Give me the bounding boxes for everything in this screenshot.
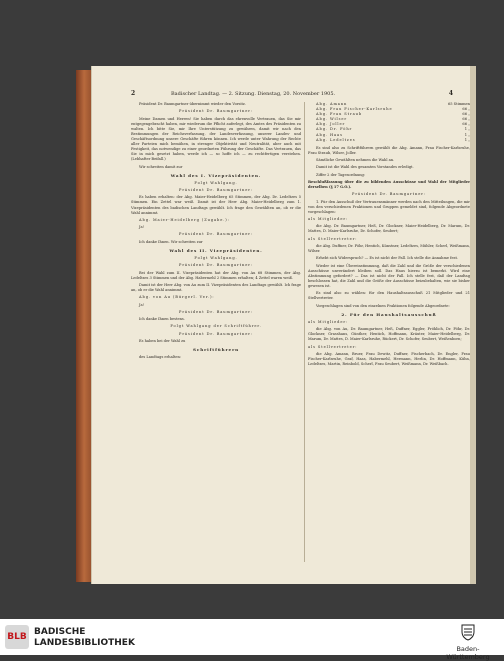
column-divider [304, 102, 305, 562]
paragraph: als Mitglieder: [308, 319, 349, 324]
paragraph: Folgt Wahlgang. [194, 180, 238, 185]
vote-candidate: Abg. Frau Straub [316, 112, 363, 117]
paragraph: Es sind also zu Schriftführern gewählt die Abg. Amann, Frau Fischer-Karlsruhe, Frau Straub, Wilser, Joller. [308, 145, 470, 155]
library-name-line1: BADISCHE [34, 627, 86, 637]
paragraph: Ich danke Ihnen bestens. [139, 317, 185, 322]
library-name-line2: LANDESBIBLIOTHEK [34, 638, 135, 648]
paragraph: Ich danke Ihnen. Wir schreiten zur [139, 239, 203, 244]
paragraph: die Abg. von Au, Dr. Baumgartner, Heß, Duffner, Eggler, Fröhlich, Dr. Föhr, Dr. Glockner, Grasshans, Günther, Hentich, Hoffmann, Kräuter, Maier-Heidelberg, Dr. Marum, Dr. Mattes, D. Maier-Karlsruhe, Rückert, Dr. Schofer, Seubert, Weißenborn; [308, 327, 470, 342]
vote-count: 66 „ [462, 117, 470, 122]
vote-candidate: Abg. Dr. Föhr [316, 127, 353, 132]
vote-count: 1 „ [464, 137, 470, 142]
paragraph: Ja! [139, 225, 145, 230]
paragraph: Präsident Dr. Baumgartner: [352, 192, 426, 197]
paragraph: Wieder ist eine Übereinstimmung, daß die Zahl und die Größe der verschiedenen Ausschüsse unverändert bleiben soll. Das Haus hierzu ist bemerkt. Wird eine Abstimmung gefordert? — Das ist nicht der Fall. Ich stelle fest, daß der Landtag beschlossen hat, die Zahl und die Größe der Ausschüsse beizubehalten, wie sie bisher gewesen ist. [308, 263, 470, 289]
right-text-body [308, 146, 470, 367]
page-number-right: 4 [448, 90, 453, 97]
vote-candidate: Abg. Wilser [316, 117, 347, 122]
paragraph: Ziffer 2 der Tagesordnung: [316, 172, 366, 177]
paragraph: Vorgeschlagen sind von den einzelnen Fraktionen folgende Abgeordnete: [316, 303, 450, 308]
paragraph: Bei der Wahl zum II. Vizepräsidenten hat der Abg. von Au 68 Stimmen, der Abg. Ledeltzes 3 Stimmen und der Abg. Habermehl 2 Stimmen erhalten; 4 Zettel waren weiß. [131, 270, 301, 280]
right-text-column [308, 102, 470, 369]
paragraph: Abg. von Au (Bürgerl. Ver.): [139, 295, 215, 300]
footer-bar [0, 619, 504, 661]
vote-count: 1 „ [464, 127, 470, 132]
paragraph: Damit ist die Wahl des gesamten Vorstandes erledigt. [316, 165, 414, 170]
vote-count: 66 „ [462, 107, 470, 112]
paragraph: Schriftführern [193, 347, 239, 353]
paragraph: Es haben bei der Wahl zu [139, 338, 186, 343]
vote-result-table [308, 102, 470, 143]
vote-count: 65 Stimmen [447, 102, 470, 106]
vote-candidate: Abg. Haas [316, 132, 343, 137]
paragraph: Folgt Wahlgang. [194, 255, 238, 260]
paragraph: als Mitglieder: [308, 217, 349, 222]
vote-count: 1 „ [464, 132, 470, 137]
paragraph: Es haben erhalten: der Abg. Maier-Heidelberg 65 Stimmen, der Abg. Dr. Ledeltzes 5 Stimmen. Ein Zettel war weiß. Damit ist der Herr Abg. Maier-Heidelberg zum 1. Vizepräsidenten des badischen Landtags gewählt. Ich frage den Gewählten an, ob er die Wahl annimmt. [131, 195, 301, 215]
paragraph: Präsident Dr. Baumgartner: [179, 232, 253, 237]
paragraph: Meine Damen und Herren! Sie haben durch das ehrenvolle Vertrauen, das Sie mir entgegengebracht haben, mir wiederum die Pflicht auferlegt, des Amtes des Präsidenten zu walten. Ich bitte Sie, mir Ihre Unterstützung zu gewähren, damit wir nach den Bestimmungen der Reichsverfassung, der Landesverfassung, unserer Landes- und Geschäftsordnung unsere Geschäfte führen können. Ich werde unter Wahrung der Rechte aller Parteien mich bemühen, in strenger Objektivität und Neutralität, aber auch mit Festigkeit, das notwendige zu einer geordneten Führung der Geschäfte. Das Vertrauen, das Sie in mich gesetzt haben, werde ich — so hoffe ich — zu rechtfertigen verstehen. (Lebhafter Beifall.) [131, 116, 301, 162]
page-edge-shadow [470, 66, 476, 584]
paragraph: Präsident Dr. Baumgartner: [179, 109, 253, 114]
state-name: Baden-Württemberg [446, 645, 490, 661]
paragraph: Beschlußfassung über die zu bildenden Ausschüsse und Wahl der Mitglieder derselben (§ 17 G.O.). [308, 179, 470, 190]
paragraph: als Stellvertreter: [308, 236, 358, 241]
paragraph: die Abg. Dr. Baumgartner, Heß, Dr. Glockner, Maier-Heidelberg, Dr. Marum, Dr. Mattes, D. Maier-Karlsruhe, Dr. Schofer, Seubert; [308, 224, 470, 234]
vote-count: 66 „ [462, 112, 470, 117]
paragraph: 2. Für den Haushaltsausschuß [341, 311, 437, 317]
page-number-left: 2 [131, 90, 136, 97]
blb-logo-text: BLB [7, 632, 27, 642]
paragraph: Präsident Dr. Baumgartner: [179, 188, 253, 193]
baden-wuerttemberg-logo[interactable] [438, 623, 498, 661]
coat-of-arms-icon [460, 623, 476, 641]
page-header [91, 90, 475, 100]
blb-logo-icon[interactable] [5, 625, 29, 649]
library-name[interactable] [34, 627, 135, 649]
paragraph: die Abg. Amann, Bruer, Frau Dewitz, Duffner, Fischerbach, Dr. Engler, Frau Fischer-Karlsruhe, Graf, Haas, Habermehl, Hermann, Herlin, Dr. Hoffmann, Kühn, Ledeltzes, Martin, Reinbold, Scherl, Frau Seubert, Weißmann, Dr. Weißbach. [308, 351, 470, 367]
paragraph: als Stellvertreter: [308, 344, 358, 349]
paragraph: Erhebt sich Widerspruch? — Es ist nicht der Fall. Ich stelle die Annahme fest. [316, 256, 459, 261]
vote-candidate: Abg. Ledeltzes [316, 137, 356, 142]
paragraph: Ja! [139, 302, 145, 307]
paragraph: Wahl des II. Vizepräsidenten. [169, 247, 263, 253]
document-page [91, 66, 475, 584]
vote-count: 66 „ [462, 122, 470, 127]
paragraph: Sämtliche Gewählten nehmen die Wahl an. [316, 158, 395, 163]
paragraph: Folgt Wahlgang der Schriftführer. [170, 324, 262, 329]
paragraph: des Landtags erhalten: [139, 355, 181, 360]
paragraph: Damit ist der Herr Abg. von Au zum II. Vizepräsidenten des Landtags gewählt. Ich frage an, ob er die Wahl annimmt. [131, 282, 301, 292]
paragraph: Es sind also zu wählen: für den Haushaltsausschuß 21 Mitglieder und 21 Stellvertreter. [308, 291, 470, 301]
paragraph: Präsident Dr. Baumgartner übernimmt wieder den Vorsitz. [139, 102, 246, 106]
running-head: Badischer Landtag. — 2. Sitzung. Dienstag, 20. November 1905. [171, 91, 336, 97]
paragraph: Abg. Maier-Heidelberg (Zugabe.): [139, 217, 230, 222]
paragraph: Präsident Dr. Baumgartner: [179, 331, 253, 336]
vote-row [308, 138, 470, 143]
left-text-column [131, 102, 301, 362]
paragraph: 1. Für den Ausschuß der Vertrauensmänner werden nach den Mitteilungen, die mir von den verschiedenen Fraktionen und Gruppen gemeldet sind, folgende Abgeordnete vorgeschlagen: [308, 199, 470, 214]
paragraph: Präsident Dr. Baumgartner: [179, 309, 253, 314]
vote-candidate: Abg. Amann [316, 102, 348, 106]
vote-candidate: Abg. Frau Fischer-Karlsruhe [316, 107, 393, 112]
paragraph: Präsident Dr. Baumgartner: [179, 263, 253, 268]
paragraph: Wir schreiten damit zur [139, 164, 183, 169]
paragraph: die Abg. Duffner, Dr. Föhr, Hentich, Künstner, Ledeltzes, Mühler, Scherl, Weißmann, Wilser. [308, 244, 470, 254]
vote-candidate: Abg. Joller [316, 122, 346, 127]
paragraph: Wahl des I. Vizepräsidenten. [170, 172, 262, 178]
